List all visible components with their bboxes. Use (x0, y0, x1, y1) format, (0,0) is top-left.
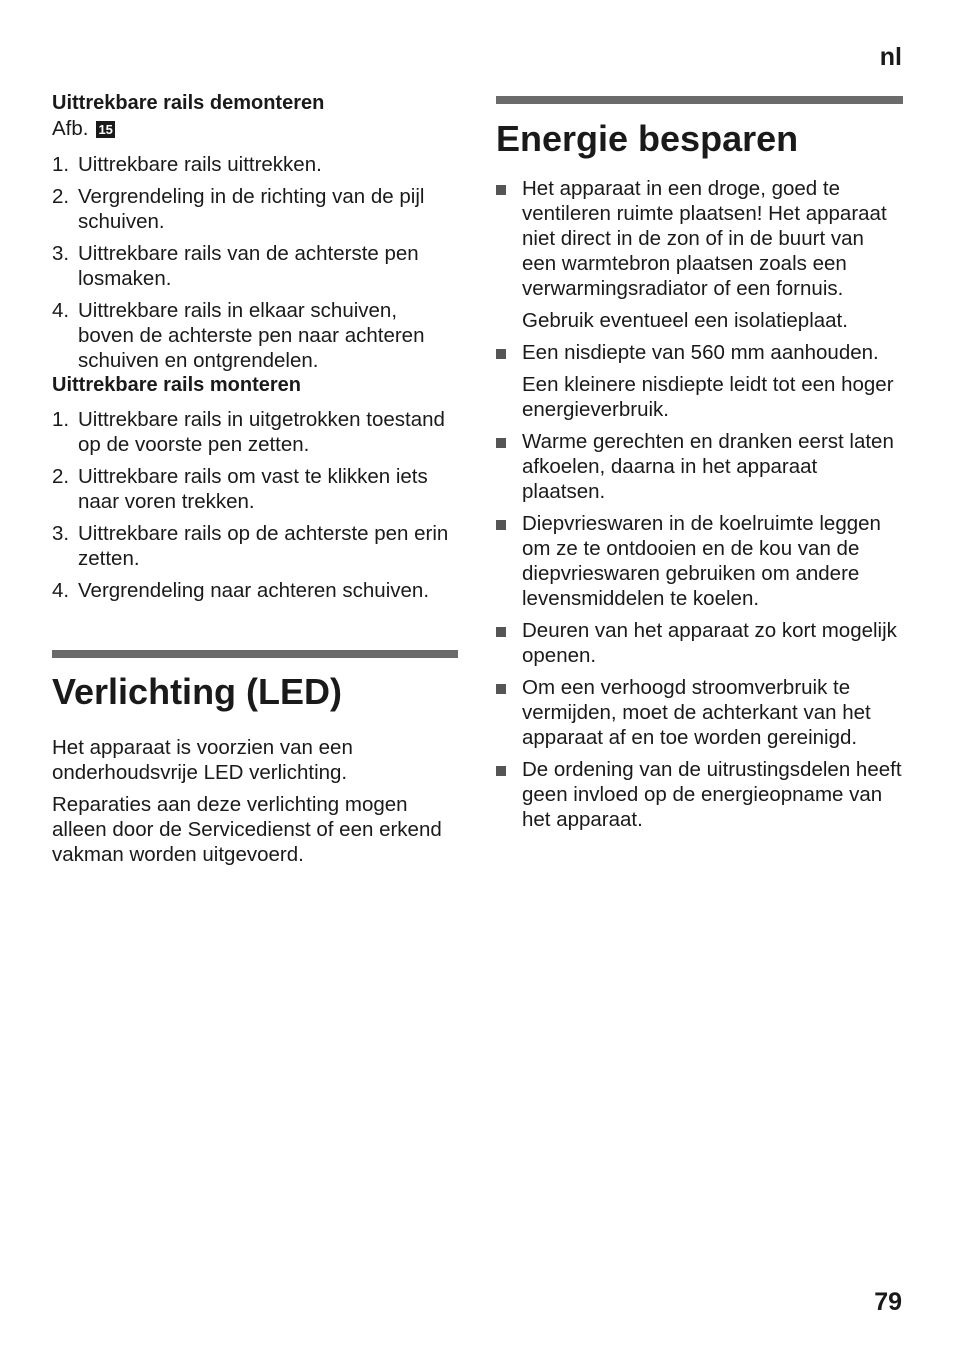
bullet-square-icon (496, 520, 506, 530)
list-item (52, 298, 458, 373)
step-number: 3. (52, 522, 70, 545)
list-item (52, 407, 458, 457)
figure-number-badge: 15 (96, 121, 115, 138)
tip-text: Het apparaat in een droge, goed te ventileren ruimte plaatsen! Het apparaat niet direct in de zon of in de buurt van een warmtebron plaatsen zoals een verwarmingsradiator of een fornuis. (522, 177, 887, 300)
tip-text: Diepvrieswaren in de koelruimte leggen om ze te ontdooien en de kou van de diepvrieswaren gebruiken om andere levensmiddelen te koelen. (522, 512, 881, 610)
page-number: 79 (874, 1288, 902, 1316)
step-text: Uittrekbare rails in elkaar schuiven, boven de achterste pen naar achteren schuiven en ontgrendelen. (78, 299, 425, 372)
list-item (496, 176, 903, 333)
bullet-square-icon (496, 185, 506, 195)
step-number: 4. (52, 579, 70, 602)
step-text: Uittrekbare rails van de achterste pen losmaken. (78, 242, 419, 290)
energy-tips (496, 176, 903, 832)
list-item (52, 464, 458, 514)
list-item (52, 152, 458, 177)
section-divider (496, 96, 903, 104)
step-number: 2. (52, 185, 70, 208)
right-column (496, 96, 903, 832)
demount-steps (52, 152, 458, 373)
step-text: Vergrendeling in de richting van de pijl schuiven. (78, 185, 425, 233)
tip-note: Een kleinere nisdiepte leidt tot een hoger energieverbruik. (522, 373, 894, 421)
step-text: Uittrekbare rails in uitgetrokken toestand op de voorste pen zetten. (78, 408, 445, 456)
list-item (496, 757, 903, 832)
mount-steps (52, 407, 458, 603)
bullet-square-icon (496, 766, 506, 776)
led-paragraph-2: Reparaties aan deze verlichting mogen alleen door de Servicedienst of een erkend vakman worden uitgevoerd. (52, 793, 442, 866)
list-item (496, 429, 903, 504)
step-number: 4. (52, 299, 70, 322)
step-number: 2. (52, 465, 70, 488)
list-item (496, 618, 903, 668)
energy-heading: Energie besparen (496, 118, 799, 159)
figure-reference (52, 116, 458, 141)
list-item (52, 578, 458, 603)
mount-title: Uittrekbare rails monteren (52, 374, 301, 396)
tip-text: De ordening van de uitrustingsdelen heeft geen invloed op de energieopname van het apparaat. (522, 758, 902, 831)
step-text: Uittrekbare rails om vast te klikken iets naar voren trekken. (78, 465, 428, 513)
step-text: Uittrekbare rails uittrekken. (78, 153, 322, 176)
tip-text: Een nisdiepte van 560 mm aanhouden. (522, 341, 879, 364)
list-item (496, 511, 903, 611)
list-item (52, 184, 458, 234)
section-divider (52, 650, 458, 658)
bullet-square-icon (496, 349, 506, 359)
list-item (496, 675, 903, 750)
led-paragraph-1: Het apparaat is voorzien van een onderhoudsvrije LED verlichting. (52, 736, 353, 784)
tip-text: Warme gerechten en dranken eerst laten afkoelen, daarna in het apparaat plaatsen. (522, 430, 894, 503)
tip-text: Om een verhoogd stroomverbruik te vermijden, moet de achterkant van het apparaat af en toe worden gereinigd. (522, 676, 871, 749)
led-heading: Verlichting (LED) (52, 671, 343, 712)
tip-text: Deuren van het apparaat zo kort mogelijk openen. (522, 619, 897, 667)
demount-title: Uittrekbare rails demonteren (52, 92, 325, 114)
left-column (52, 91, 458, 867)
list-item (52, 241, 458, 291)
list-item (496, 340, 903, 422)
language-code: nl (879, 43, 902, 71)
bullet-square-icon (496, 684, 506, 694)
step-number: 1. (52, 153, 70, 176)
tip-note: Gebruik eventueel een isolatieplaat. (522, 309, 848, 332)
bullet-square-icon (496, 627, 506, 637)
step-text: Uittrekbare rails op de achterste pen erin zetten. (78, 522, 449, 570)
step-text: Vergrendeling naar achteren schuiven. (78, 579, 430, 602)
figure-label: Afb. (52, 117, 89, 140)
bullet-square-icon (496, 438, 506, 448)
step-number: 1. (52, 408, 70, 431)
step-number: 3. (52, 242, 70, 265)
list-item (52, 521, 458, 571)
